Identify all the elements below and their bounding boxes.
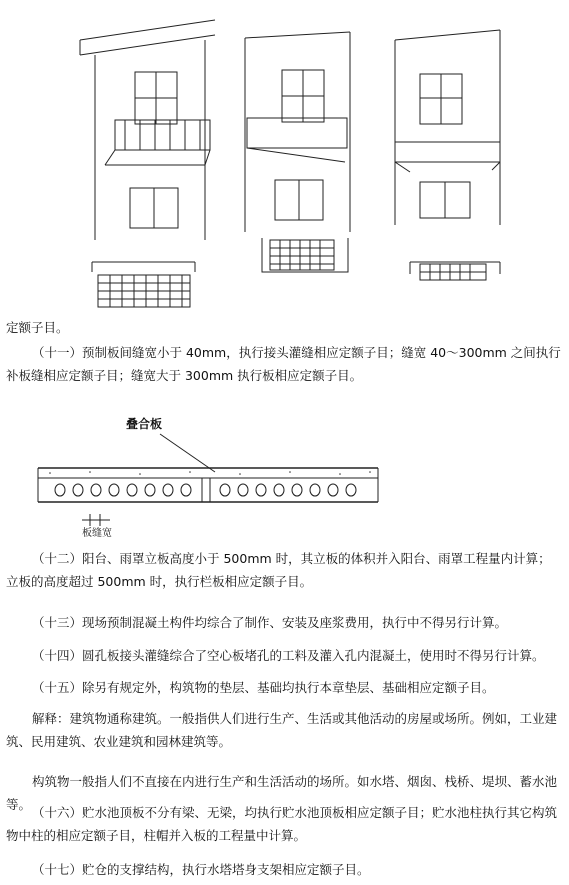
composite-slab-drawing <box>30 410 390 540</box>
paragraph-continuation: 定额子目。 <box>6 320 69 335</box>
paragraph-14: （十四）圆孔板接头灌缝综合了空心板堵孔的工料及灌入孔内混凝土，使用时不得另行计算。 <box>32 648 545 663</box>
composite-slab-figure <box>30 410 390 540</box>
slab-gap-width-label: 板缝宽 <box>82 528 112 539</box>
paragraph-17: （十七）贮仓的支撑结构，执行水塔塔身支架相应定额子目。 <box>32 862 370 877</box>
paragraph-explanation: 解释：建筑物通称建筑。一般指供人们进行生产、生活或其他活动的房屋或场所。例如，工业建筑、民用建筑、农业建筑和园林建筑等。 <box>6 711 558 749</box>
paragraph-structures: 构筑物一般指人们不直接在内进行生产和生活活动的场所。如水塔、烟囱、栈桥、堤坝、蓄水池等。 <box>6 774 558 812</box>
composite-slab-label: 叠合板 <box>126 417 163 431</box>
paragraph-15: （十五）除另有规定外，构筑物的垫层、基础均执行本章垫层、基础相应定额子目。 <box>32 680 495 695</box>
paragraph-12: （十二）阳台、雨罩立板高度小于 500mm 时，其立板的体积并入阳台、雨罩工程量内计算；立板的高度超过 500mm 时，执行栏板相应定额子目。 <box>6 551 551 589</box>
paragraph-11: （十一）预制板间缝宽小于 40mm，执行接头灌缝相应定额子目；缝宽 40～300mm 之间执行补板缝相应定额子目；缝宽大于 300mm 执行板相应定额子目。 <box>6 345 561 383</box>
balcony-sketches-figure <box>0 0 569 316</box>
balcony-sketch-2 <box>245 32 350 272</box>
balcony-sketch-3 <box>395 30 500 280</box>
paragraph-16: （十六）贮水池顶板不分有梁、无梁，均执行贮水池顶板相应定额子目；贮水池柱执行其它构筑物中柱的相应定额子目，柱帽并入板的工程量中计算。 <box>6 805 558 843</box>
paragraph-13: （十三）现场预制混凝土构件均综合了制作、安装及座浆费用，执行中不得另行计算。 <box>32 615 508 630</box>
balcony-sketch-1 <box>80 20 215 307</box>
